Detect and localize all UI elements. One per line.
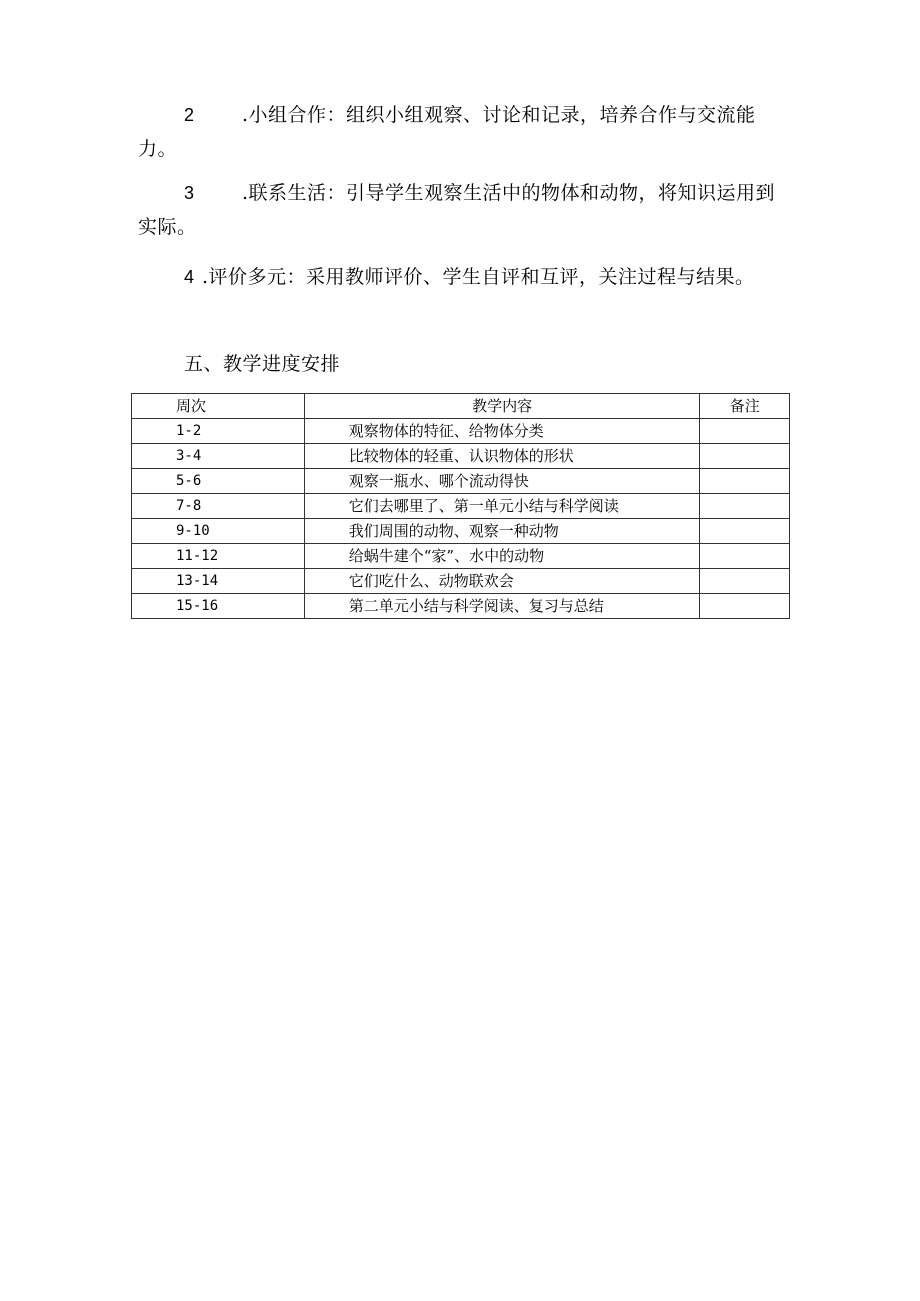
cell-note xyxy=(700,494,790,519)
header-week: 周次 xyxy=(132,394,305,419)
paragraph-number: 2 xyxy=(184,105,195,125)
cell-week: 1-2 xyxy=(132,419,305,444)
paragraph-text: .小组合作：组织小组观察、讨论和记录，培养合作与交流能力。 xyxy=(138,104,756,160)
cell-week: 13-14 xyxy=(132,569,305,594)
cell-content: 观察一瓶水、哪个流动得快 xyxy=(304,469,700,494)
cell-note xyxy=(700,444,790,469)
cell-week: 7-8 xyxy=(132,494,305,519)
table-row xyxy=(132,519,790,544)
cell-note xyxy=(700,419,790,444)
cell-week: 11-12 xyxy=(132,544,305,569)
cell-week: 5-6 xyxy=(132,469,305,494)
table-row xyxy=(132,569,790,594)
paragraph-text: .评价多元：采用教师评价、学生自评和互评，关注过程与结果。 xyxy=(202,266,755,288)
cell-week: 15-16 xyxy=(132,594,305,619)
cell-content: 第二单元小结与科学阅读、复习与总结 xyxy=(304,594,700,619)
table-row xyxy=(132,544,790,569)
table-row xyxy=(132,469,790,494)
section-title: 五、教学进度安排 xyxy=(184,353,341,375)
cell-content: 给蜗牛建个“家”、水中的动物 xyxy=(304,544,700,569)
cell-content: 比较物体的轻重、认识物体的形状 xyxy=(304,444,700,469)
cell-note xyxy=(700,519,790,544)
header-content: 教学内容 xyxy=(304,394,700,419)
schedule-table xyxy=(131,393,790,619)
table-header-row xyxy=(132,394,790,419)
table-row xyxy=(132,444,790,469)
paragraph-connect-life xyxy=(138,176,778,244)
cell-week: 9-10 xyxy=(132,519,305,544)
cell-content: 我们周围的动物、观察一种动物 xyxy=(304,519,700,544)
paragraph-group-cooperation xyxy=(138,98,778,166)
table-row xyxy=(132,494,790,519)
header-note: 备注 xyxy=(700,394,790,419)
cell-content: 它们吃什么、动物联欢会 xyxy=(304,569,700,594)
cell-note xyxy=(700,594,790,619)
paragraph-number: 4 xyxy=(184,267,195,287)
cell-note xyxy=(700,469,790,494)
cell-content: 观察物体的特征、给物体分类 xyxy=(304,419,700,444)
table-row xyxy=(132,419,790,444)
table-row xyxy=(132,594,790,619)
cell-note xyxy=(700,569,790,594)
cell-week: 3-4 xyxy=(132,444,305,469)
cell-content: 它们去哪里了、第一单元小结与科学阅读 xyxy=(304,494,700,519)
cell-note xyxy=(700,544,790,569)
paragraph-number: 3 xyxy=(184,183,195,203)
paragraph-text: .联系生活：引导学生观察生活中的物体和动物，将知识运用到实际。 xyxy=(138,182,776,238)
paragraph-diverse-evaluation xyxy=(138,252,778,302)
